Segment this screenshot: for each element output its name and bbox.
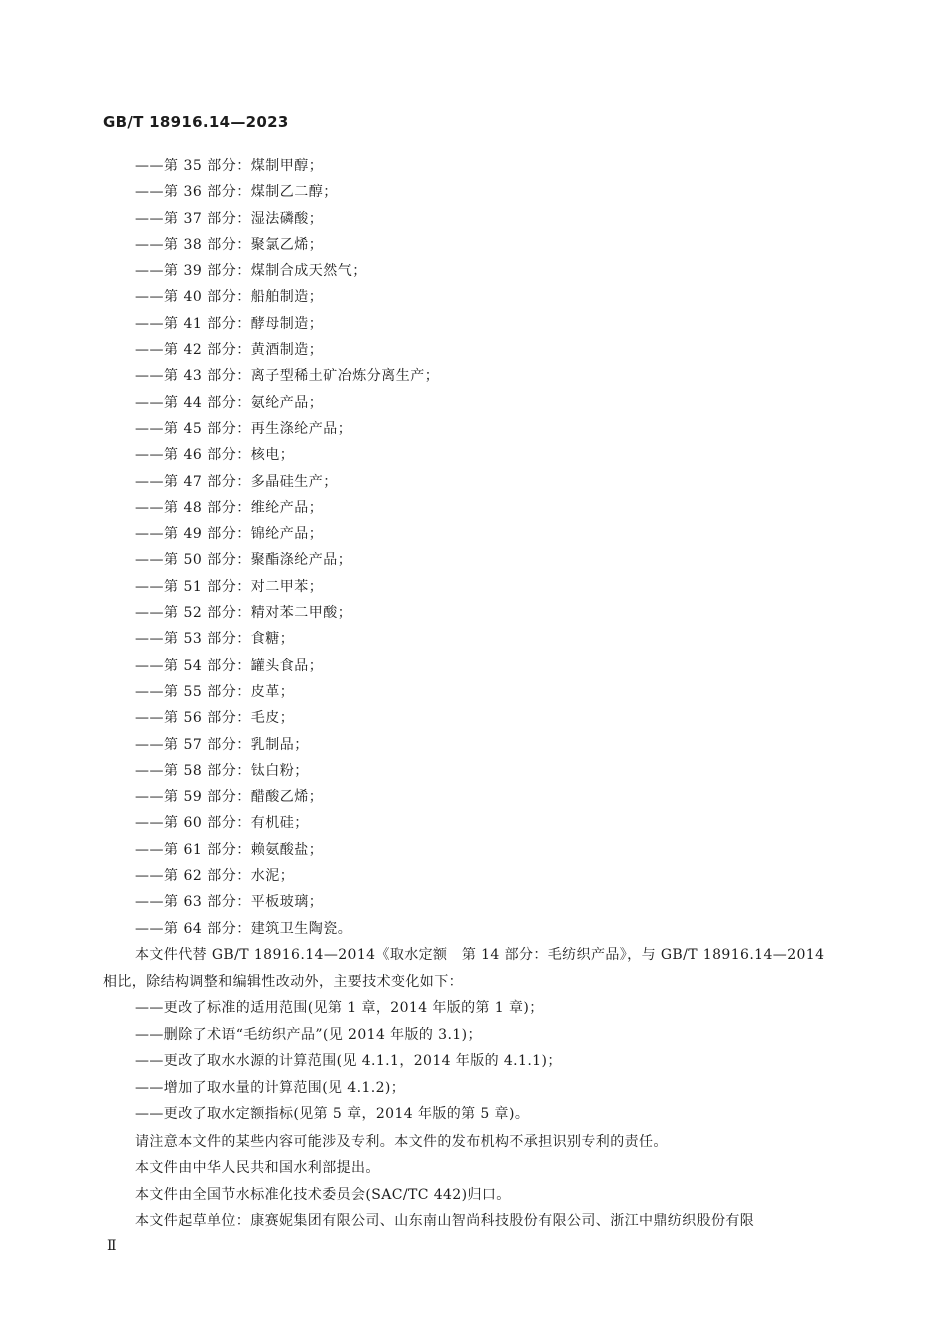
part-item-55: ——第 55 部分：皮革； [135,683,295,700]
part-item-40: ——第 40 部分：船舶制造； [135,289,324,306]
part-item-43: ——第 43 部分：离子型稀土矿冶炼分离生产； [135,368,440,385]
part-item-62: ——第 62 部分：水泥； [135,868,295,885]
part-item-63: ——第 63 部分：平板玻璃； [135,894,324,911]
part-item-44: ——第 44 部分：氨纶产品； [135,394,324,411]
replacement-paragraph: 本文件代替 GB/T 18916.14—2014《取水定额 第 14 部分：毛纺织产品》，与 GB/T 18916.14—2014 相比，除结构调整和编辑性改动外，主要技术变化如下： [103,947,825,990]
change-item: ——增加了取水量的计算范围(见 4.1.2)； [135,1079,406,1096]
part-item-39: ——第 39 部分：煤制合成天然气； [135,263,367,280]
part-item-38: ——第 38 部分：聚氯乙烯； [135,236,324,253]
foreword-body [103,942,843,1235]
part-item-37: ——第 37 部分：湿法磷酸； [135,210,324,227]
document-id-header: GB/T 18916.14—2023 [103,113,289,131]
part-item-54: ——第 54 部分：罐头食品； [135,657,324,674]
part-item-64: ——第 64 部分：建筑卫生陶瓷。 [135,920,353,937]
part-item-52: ——第 52 部分：精对苯二甲酸； [135,605,353,622]
part-item-57: ——第 57 部分：乳制品； [135,736,309,753]
part-item-56: ——第 56 部分：毛皮； [135,710,295,727]
parts-list [135,153,439,942]
part-item-49: ——第 49 部分：锦纶产品； [135,526,324,543]
part-item-41: ——第 41 部分：酵母制造； [135,315,324,332]
part-item-45: ——第 45 部分：再生涤纶产品； [135,420,353,437]
technical-changes-list [103,995,843,1128]
part-item-36: ——第 36 部分：煤制乙二醇； [135,184,338,201]
part-item-53: ——第 53 部分：食糖； [135,631,295,648]
proposer-statement: 本文件由中华人民共和国水利部提出。 [135,1160,380,1176]
page-number: Ⅱ [107,1238,117,1254]
part-item-61: ——第 61 部分：赖氨酸盐； [135,841,324,858]
change-item: ——删除了术语“毛纺织产品”(见 2014 年版的 3.1)； [135,1026,482,1043]
drafting-units: 本文件起草单位：康赛妮集团有限公司、山东南山智尚科技股份有限公司、浙江中鼎纺织股份有限 [135,1213,755,1229]
part-item-58: ——第 58 部分：钛白粉； [135,762,309,779]
part-item-42: ——第 42 部分：黄酒制造； [135,342,324,359]
patent-notice: 请注意本文件的某些内容可能涉及专利。本文件的发布机构不承担识别专利的责任。 [135,1133,668,1150]
part-item-50: ——第 50 部分：聚酯涤纶产品； [135,552,353,569]
part-item-46: ——第 46 部分：核电； [135,447,295,464]
part-item-59: ——第 59 部分：醋酸乙烯； [135,789,324,806]
change-item: ——更改了标准的适用范围(见第 1 章，2014 年版的第 1 章)； [135,1000,544,1016]
change-item: ——更改了取水水源的计算范围(见 4.1.1，2014 年版的 4.1.1)； [135,1053,562,1069]
part-item-51: ——第 51 部分：对二甲苯； [135,578,324,595]
part-item-35: ——第 35 部分：煤制甲醇； [135,158,324,174]
part-item-60: ——第 60 部分：有机硅； [135,815,309,832]
part-item-47: ——第 47 部分：多晶硅生产； [135,473,338,490]
part-item-48: ——第 48 部分：维纶产品； [135,499,324,516]
committee-statement: 本文件由全国节水标准化技术委员会(SAC/TC 442)归口。 [135,1186,511,1203]
change-item: ——更改了取水定额指标(见第 5 章，2014 年版的第 5 章)。 [135,1106,530,1122]
